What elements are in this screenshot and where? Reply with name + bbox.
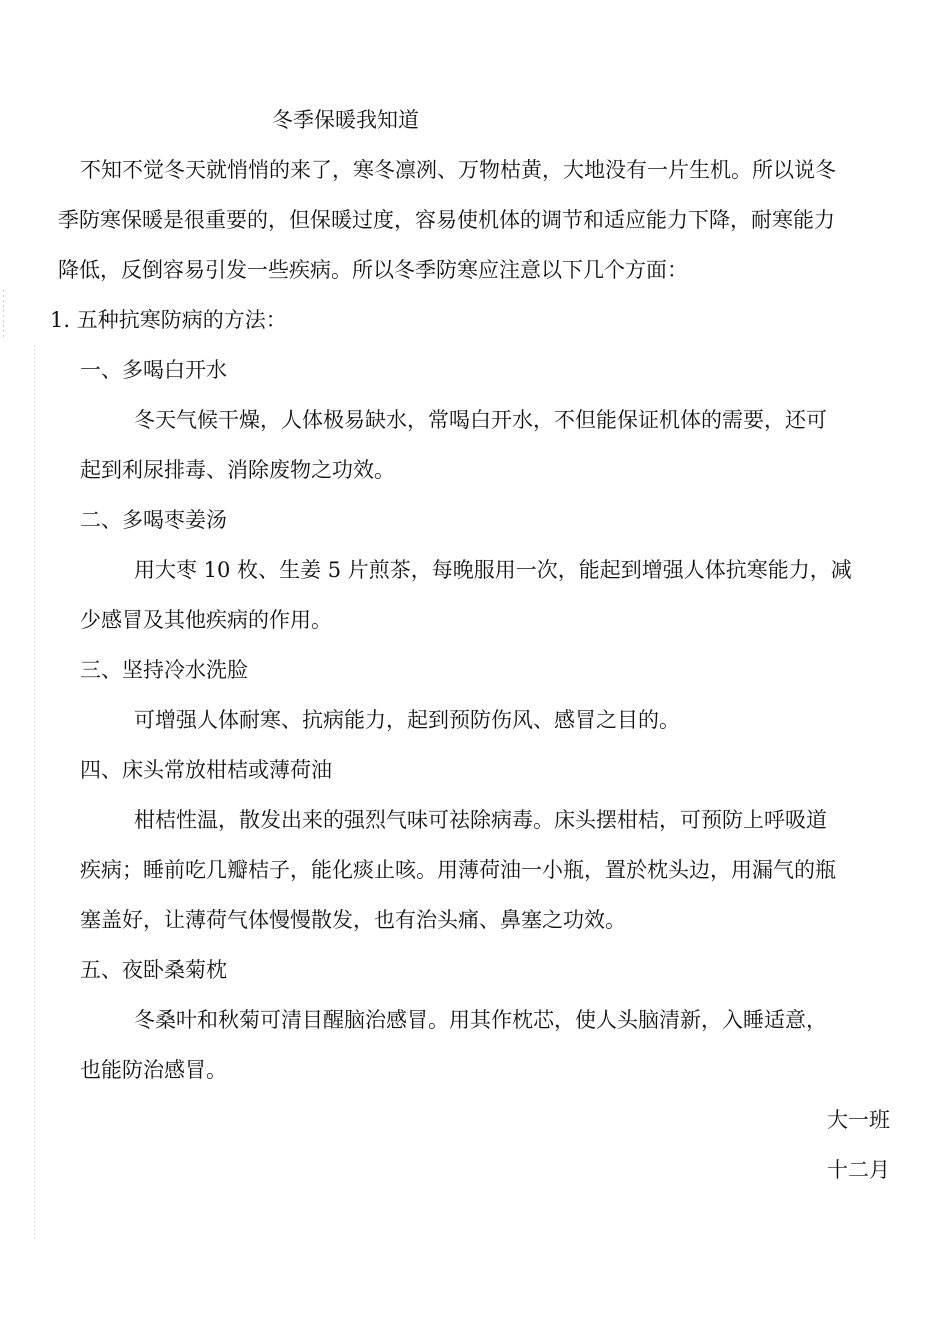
margin-line [34,345,35,1240]
page-title: 冬季保暖我知道 [272,108,419,132]
item-heading: 四、床头常放柑桔或薄荷油 [80,758,332,782]
item-paragraph-line: 冬桑叶和秋菊可清目醒脑治感冒。用其作枕芯，使人头脑清新，入睡适意， [134,1008,827,1032]
item-paragraph-line: 也能防治感冒。 [80,1058,227,1082]
item-paragraph-line: 柑桔性温，散发出来的强烈气味可祛除病毒。床头摆柑桔，可预防上呼吸道 [134,808,827,832]
margin-mark [3,290,4,340]
item-paragraph-line: 疾病；睡前吃几瓣桔子，能化痰止咳。用薄荷油一小瓶，置於枕头边，用漏气的瓶 [80,858,836,882]
signature-author: 大一班 [827,1108,890,1132]
item-paragraph-line: 用大枣 10 枚、生姜 5 片煎茶，每晚服用一次，能起到增强人体抗寒能力，减 [134,558,852,582]
intro-line-1: 不知不觉冬天就悄悄的来了，寒冬凛冽、万物枯黄，大地没有一片生机。所以说冬 [80,158,836,182]
item-paragraph-line: 塞盖好，让薄荷气体慢慢散发，也有治头痛、鼻塞之功效。 [80,908,626,932]
item-heading: 五、夜卧桑菊枕 [80,958,227,982]
item-paragraph-line: 起到利尿排毒、消除废物之功效。 [80,458,395,482]
item-heading: 一、多喝白开水 [80,358,227,382]
signature-date: 十二月 [827,1158,890,1182]
item-heading: 三、坚持冷水洗脸 [80,658,248,682]
item-paragraph-line: 可增强人体耐寒、抗病能力，起到预防伤风、感冒之目的。 [134,708,680,732]
item-paragraph-line: 冬天气候干燥，人体极易缺水，常喝白开水，不但能保证机体的需要，还可 [134,408,827,432]
item-paragraph-line: 少感冒及其他疾病的作用。 [80,608,332,632]
item-heading: 二、多喝枣姜汤 [80,508,227,532]
section-title: 1. 五种抗寒防病的方法： [50,308,287,332]
intro-line-3: 降低，反倒容易引发一些疾病。所以冬季防寒应注意以下几个方面： [58,258,688,282]
intro-line-2: 季防寒保暖是很重要的，但保暖过度，容易使机体的调节和适应能力下降，耐寒能力 [58,208,835,232]
